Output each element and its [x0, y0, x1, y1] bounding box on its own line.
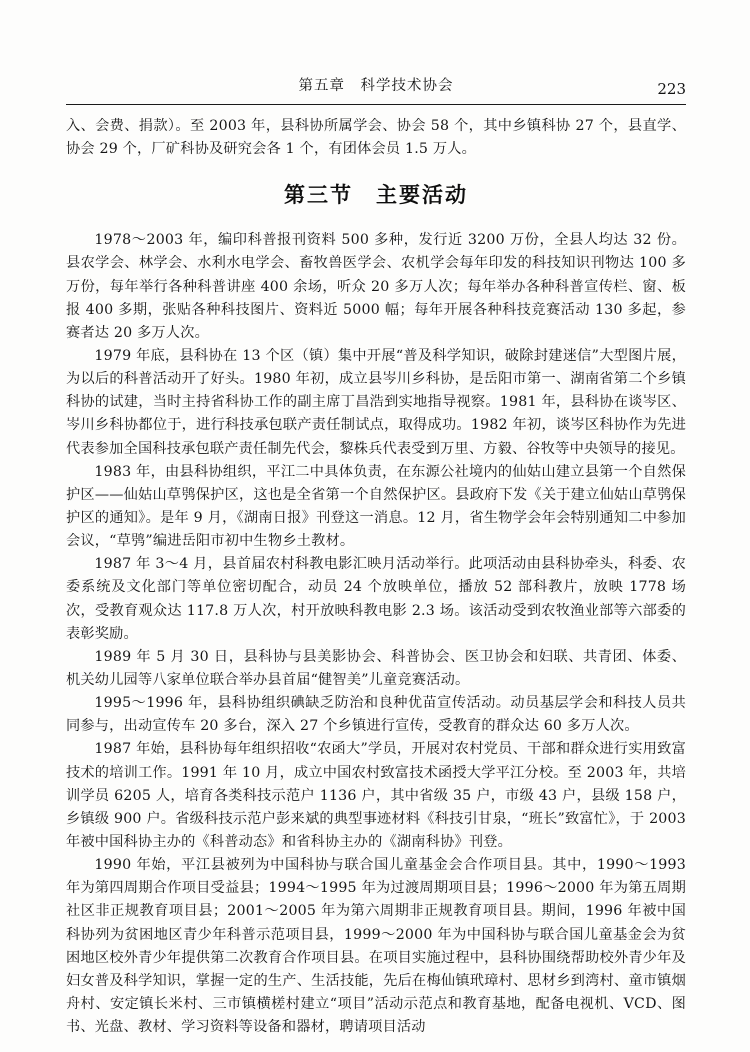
- paragraph-continuation: 入、会费、捐款）。至 2003 年，县科协所属学会、协会 58 个，其中乡镇科协 27 个，县直学、协会 29 个，厂矿科协及研究会各 1 个，有团体会员 1.5 万人。: [66, 118, 686, 158]
- paragraph: 1995～1996 年，县科协组织碘缺乏防治和良种优苗宣传活动。动员基层学会和科技人员共同参与，出动宣传车 20 多台，深入 27 个乡镇进行宣传，受教育的群众达 60 多万人次。: [66, 695, 686, 735]
- paragraph: 1989 年 5 月 30 日，县科协与县美影协会、科普协会、医卫协会和妇联、共青团、体委、机关幼儿园等八家单位联合举办县首届“健智美”儿童竞赛活动。: [66, 648, 686, 688]
- chapter-title: 第五章 科学技术协会: [298, 78, 454, 94]
- body-text: [66, 115, 686, 1039]
- page-content: [66, 74, 686, 1039]
- page-header: [66, 74, 686, 100]
- paragraph: 1979 年底，县科协在 13 个区（镇）集中开展“普及科学知识，破除封建迷信”大型图片展，为以后的科普活动开了好头。1980 年初，成立县岑川乡科协，是岳阳市第一、湖南省第二个乡镇科协的试建，当时主持省科协工作的副主席丁昌浩到实地指导视察。1981 年，县科协在谈岑区、岑川乡科协都位于，进行科技承包联产责任制试点，取得成功。1982 年初，谈岑区科协作为先进代表参加全国科技承包联产责任制先代会，黎株兵代表受到万里、方毅、谷牧等中央领导的接见。: [66, 347, 686, 457]
- section-heading: 第三节 主要活动: [284, 182, 468, 208]
- header-divider: [66, 104, 686, 105]
- paragraph: 1990 年始，平江县被列为中国科协与联合国儿童基金会合作项目县。其中，1990～1993 年为第四周期合作项目受益县；1994～1995 年为过渡周期项目县；1996～2000 年为第五周期社区非正规教育项目县；2001～2005 年为第六周期非正规教育项目县。期间，1996 年被中国科协列为贫困地区青少年科普示范项目县，1999～2000 年为中国科协与联合国儿童基金会为贫困地区校外青少年提供第二次教育合作项目县。在项目实施过程中，县科协围绕帮助校外青少年及妇女普及科学知识，掌握一定的生产、生活技能，先后在梅仙镇玳璋村、思材乡到湾村、童市镇烟舟村、安定镇长米村、三市镇横槎村建立“项目”活动示范点和教育基地，配备电视机、VCD、图书、光盘、教材、学习资料等设备和器材，聘请项目活动: [66, 857, 686, 1036]
- paragraph: 1983 年，由县科协组织，平江二中具体负责，在东源公社境内的仙姑山建立县第一个自然保护区——仙姑山草鸮保护区，这也是全省第一个自然保护区。县政府下发《关于建立仙姑山草鸮保护区的通知》。是年 9 月，《湖南日报》刊登这一消息。12 月，省生物学会年会特别通知二中参加会议，“草鸮”编进岳阳市初中生物乡土教材。: [66, 463, 686, 550]
- paragraph: 1987 年始，县科协每年组织招收“农函大”学员，开展对农村党员、干部和群众进行实用致富技术的培训工作。1991 年 10 月，成立中国农村致富技术函授大学平江分校。至 2003 年，共培训学员 6205 人，培育各类科技示范户 1136 户，其中省级 35 户，市级 43 户，县级 158 户，乡镇级 900 户。省级科技示范户彭来斌的典型事迹材料《科技引甘泉，“班长”致富忙》，于 2003 年被中国科协主办的《科普动态》和省科协主办的《湖南科协》刊登。: [66, 741, 686, 850]
- paragraph: 1978～2003 年，编印科普报刊资料 500 多种，发行近 3200 万份，全县人均达 32 份。县农学会、林学会、水利水电学会、畜牧兽医学会、农机学会每年印发的科技知识刊物达 100 多万份，每年举行各种科普讲座 400 余场，听众 20 多万人次；每年举办各种科普宣传栏、窗、板报 400 多期，张贴各种科技图片、资料近 5000 幅；每年开展各种科技竞赛活动 130 多起，参赛者达 20 多万人次。: [66, 232, 686, 341]
- paragraph: 1987 年 3～4 月，县首届农村科教电影汇映月活动举行。此项活动由县科协牵头，科委、农委系统及文化部门等单位密切配合，动员 24 个放映单位，播放 52 部科教片，放映 1778 场次，受教育观众达 117.8 万人次，村开放映科教电影 2.3 场。该活动受到农牧渔业部等六部委的表彰奖励。: [66, 556, 686, 642]
- page-number: 223: [657, 80, 686, 98]
